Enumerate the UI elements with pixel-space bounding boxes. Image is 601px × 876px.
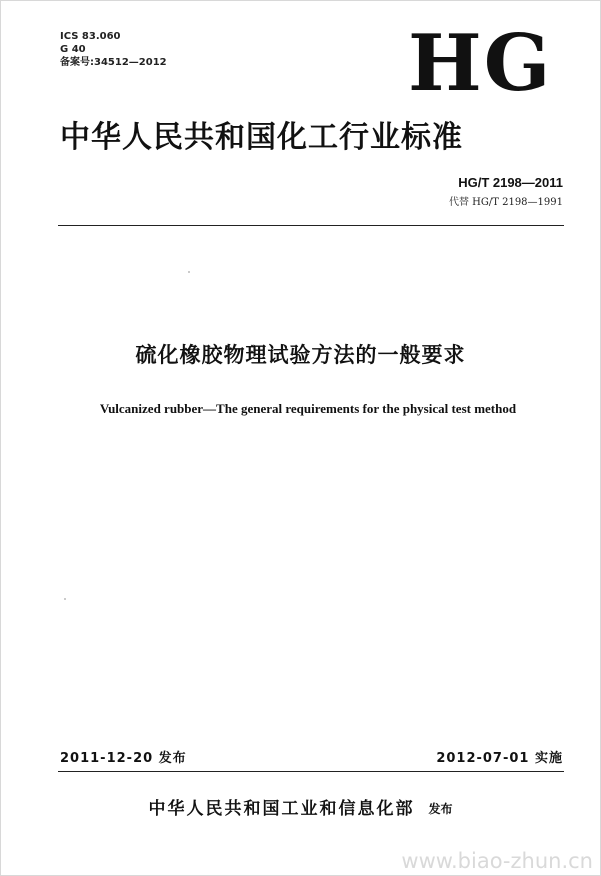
replaces-standard: 代替 HG/T 2198—1991 xyxy=(448,197,563,208)
standard-title: 中华人民共和国化工行业标准 xyxy=(60,120,463,155)
category-code: G 40 xyxy=(60,44,86,55)
publisher-name: 中华人民共和国工业和信息化部 xyxy=(148,799,415,819)
bottom-divider xyxy=(58,771,564,772)
record-number: 备案号:34512—2012 xyxy=(60,57,167,68)
top-divider xyxy=(58,225,564,226)
document-title-english: Vulcanized rubber—The general requirements for the physical test method xyxy=(99,401,517,416)
implementation-date: 2012-07-01 实施 xyxy=(436,751,563,766)
ics-code: ICS 83.060 xyxy=(60,31,121,42)
watermark-url: www.biao-zhun.cn xyxy=(401,849,593,873)
scan-speck xyxy=(188,271,190,273)
publish-verb: 发布 xyxy=(428,802,453,816)
standard-number: HG/T 2198—2011 xyxy=(458,175,563,190)
hg-logo: HG xyxy=(408,18,553,109)
issue-date: 2011-12-20 发布 xyxy=(60,751,187,766)
document-title-chinese: 硫化橡胶物理试验方法的一般要求 xyxy=(135,343,466,367)
metadata-block xyxy=(60,30,167,69)
publisher-line xyxy=(0,797,601,821)
scan-speck xyxy=(64,598,66,600)
